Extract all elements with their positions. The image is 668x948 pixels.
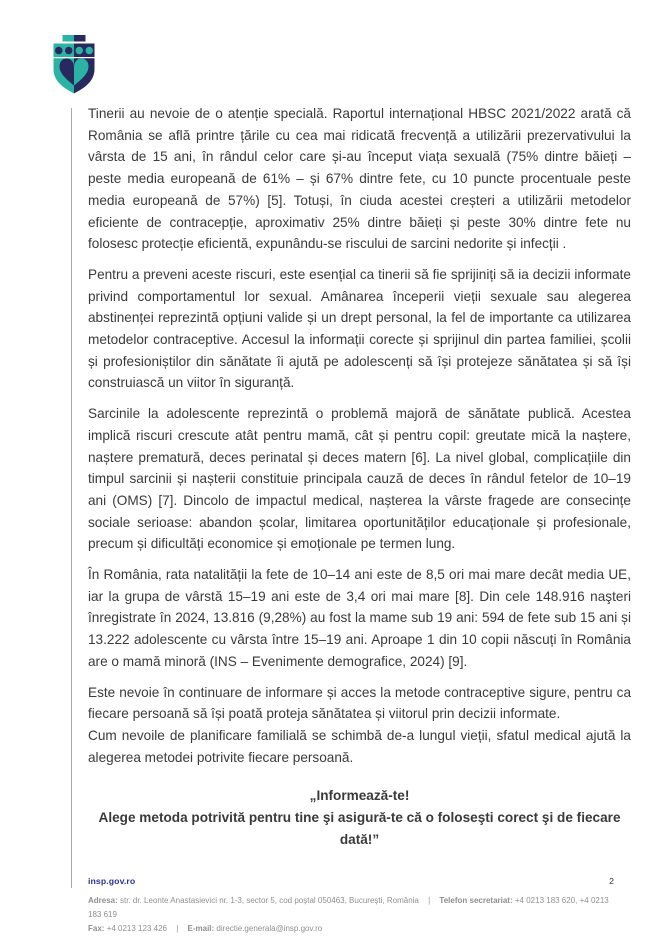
footer-top-row [88, 876, 614, 886]
campaign-slogan [88, 785, 631, 850]
page-number: 2 [609, 876, 614, 886]
document-body [88, 103, 631, 851]
fax-value: +4 0213 123 426 [106, 923, 167, 933]
paragraph-hbsc-report: Tinerii au nevoie de o atenție specială. Raportul internațional HBSC 2021/2022 arată că România se află printre țările cu cea mai ridicată frecvență a utilizării prezervativului la vârsta de 15 ani, în rândul celor care și-au început viața sexuală (75% dintre băieți – peste media europeană de 61% – și 67% dintre fete, cu 10 puncte procentuale peste media europeană de 57%) [5]. Totuși, în ciuda acestei creșteri a utilizării metodelor eficiente de contracepție, aproximativ 25% dintre băieți și peste 30% dintre fete nu folosesc protecție eficientă, expunându-se riscului de sarcini nedorite și infecții . [88, 106, 631, 252]
footer-website: insp.gov.ro [88, 876, 136, 886]
footer-separator: | [428, 896, 431, 905]
insp-logo [52, 35, 96, 94]
address-value: str. dr. Leonte Anastasievici nr. 1-3, sector 5, cod poștal 050463, București, România [120, 896, 419, 905]
paragraph-teen-pregnancy: Sarcinile la adolescente reprezintă o problemă majoră de sănătate publică. Acestea implică riscuri crescute atât pentru mamă, cât și pentru copil: greutate mică la naștere, naștere prematură, deces perinatal și deces matern [6]. La nivel global, complicațiile din timpul sarcinii și nașterii constituie principala cauză de deces în rândul fetelor de 10–19 ani (OMS) [7]. Dincolo de impactul medical, nașterea la vârste fragede are consecințe sociale serioase: abandon școlar, limitarea oportunităților educaționale și profesionale, precum și dificultăți economice și emoționale pe termen lung. [88, 406, 631, 552]
footer-separator: | [176, 923, 179, 933]
footer-contact-block [88, 894, 614, 935]
left-margin-rule [71, 108, 72, 888]
email-value: directie.generala@insp.gov.ro [216, 923, 323, 933]
address-label: Adresa: [88, 896, 118, 905]
paragraph-family-planning: Cum nevoile de planificare familială se schimbă de-a lungul vieții, sfatul medical ajută la alegerea metodei potrivite fiecare persoană. [88, 727, 631, 765]
footer-address-line [88, 894, 614, 922]
paragraph-romania-statistics: În România, rata natalității la fete de 10–14 ani este de 8,5 ori mai mare decât media UE, iar la grupa de vârstă 15–19 ani este de 3,4 ori mai mare [8]. Din cele 148.916 naşteri înregistrate în 2024, 13.816 (9,28%) au fost la mame sub 19 ani: 594 de fete sub 15 ani și 13.222 adolescente cu vârsta între 15–19 ani. Aproape 1 din 10 copii născuți în România are o mamă minoră (INS – Evenimente demografice, 2024) [9]. [88, 567, 631, 669]
phone-value: +4 0213 183 620, +4 0213 183 619 [88, 896, 609, 919]
footer-fax-email-line [88, 922, 614, 936]
paragraph-information-access: Este nevoie în continuare de informare și acces la metode contraceptive sigure, pentru ca fiecare persoană să își poată proteja sănătatea și viitorul prin decizii informate. [88, 684, 631, 722]
paragraph-prevention: Pentru a preveni aceste riscuri, este esențial ca tinerii să fie sprijiniți să ia decizii informate privind comportamentul lor sexual. Amânarea începerii vieții sexuale sau alegerea abstinenței reprezintă opțiuni valide și un drept personal, la fel de importante ca utilizarea metodelor contraceptive. Accesul la informații corecte și sprijinul din partea familiei, școlii și profesioniștilor din sănătate îi ajută pe adolescenți să își protejeze sănătatea și să își construiască un viitor în siguranță. [88, 266, 631, 391]
email-label: E-mail: [187, 923, 215, 933]
shield-heart-icon [52, 35, 96, 95]
phone-label: Telefon secretariat: [439, 896, 513, 905]
fax-label: Fax: [88, 923, 105, 933]
slogan-line-2: Alege metoda potrivită pentru tine şi asigură-te că o foloseşti corect şi de fiecare dată!” [98, 810, 621, 847]
slogan-line-1: „Informează-te! [309, 788, 410, 804]
page-footer [88, 876, 614, 935]
